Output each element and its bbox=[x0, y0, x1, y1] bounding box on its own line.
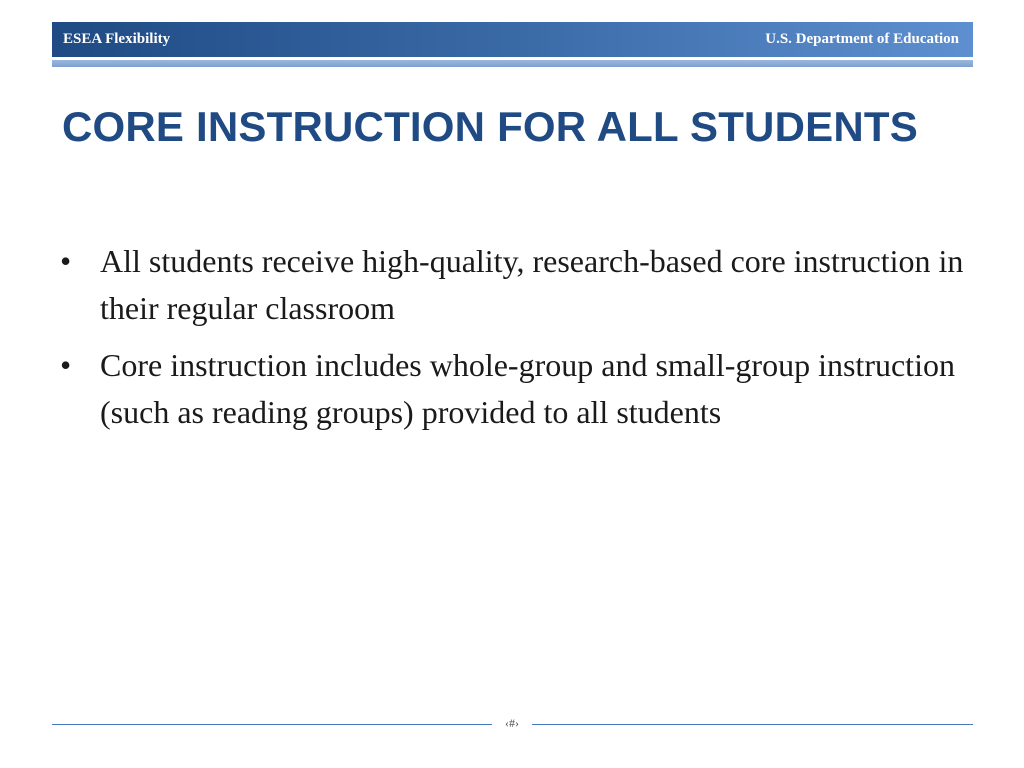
bullet-text: Core instruction includes whole-group and small-group instruction (such as reading groups) provided to all students bbox=[100, 347, 955, 430]
header-underline bbox=[52, 60, 973, 67]
bullet-list bbox=[58, 238, 978, 446]
header-right-text: U.S. Department of Education bbox=[765, 31, 959, 47]
bullet-icon: • bbox=[60, 347, 72, 383]
footer-rule-left bbox=[52, 724, 492, 725]
header-left-text: ESEA Flexibility bbox=[63, 31, 171, 47]
page-number: ‹#› bbox=[505, 716, 519, 730]
footer-rule-right bbox=[532, 724, 973, 725]
header-bar bbox=[52, 22, 973, 57]
bullet-icon: • bbox=[60, 243, 72, 279]
bullet-text: All students receive high-quality, research-based core instruction in their regular classroom bbox=[100, 243, 964, 326]
slide-title: CORE INSTRUCTION FOR ALL STUDENTS bbox=[62, 103, 918, 150]
bullet-item bbox=[58, 342, 978, 436]
bullet-item bbox=[58, 238, 978, 332]
